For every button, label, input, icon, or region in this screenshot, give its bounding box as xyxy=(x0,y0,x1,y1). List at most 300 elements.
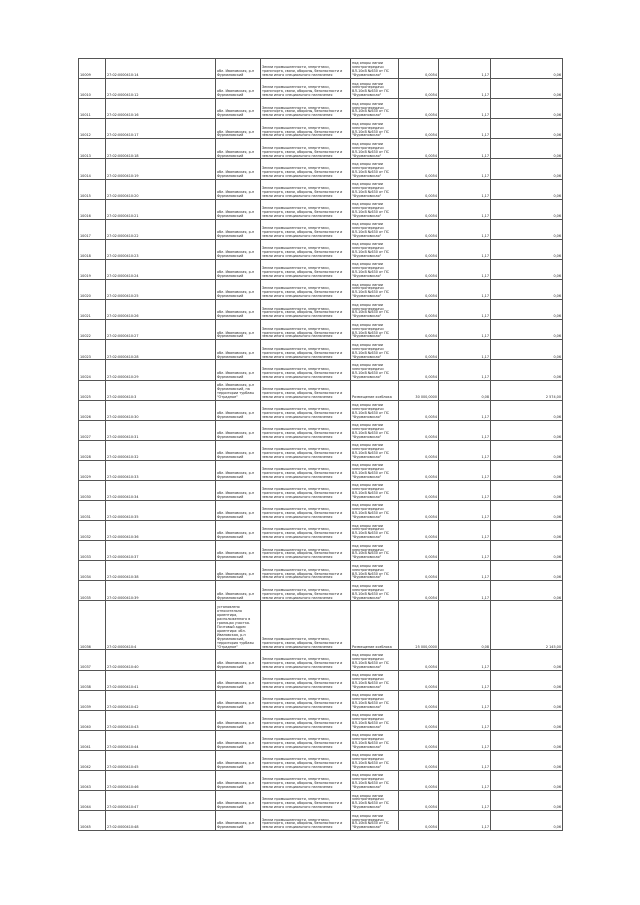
land-category: Земли промышленности, энергетики, транспорта, связи, обороны, безопасности и земли иного специального назначения xyxy=(261,179,351,199)
tax-amount: 0,06 xyxy=(491,730,563,750)
permitted-use: под опоры линии электропередачи ВЛ-10кВ №630 от ПС "Фурмановская" xyxy=(351,771,399,791)
cadastral-number: 27:02:0000410:4 xyxy=(106,601,216,650)
table-row xyxy=(79,119,563,139)
address: обл. Ивановская, р-н Фурмановский xyxy=(216,791,261,811)
land-category: Земли промышленности, энергетики, транспорта, связи, обороны, безопасности и земли иного специального назначения xyxy=(261,340,351,360)
cadastral-number: 27:02:0000410:19 xyxy=(106,159,216,179)
table-row xyxy=(79,440,563,460)
cadastral-number: 27:02:0000410:24 xyxy=(106,259,216,279)
tax-amount: 0,06 xyxy=(491,280,563,300)
area: 0,0054 xyxy=(399,219,439,239)
table-row xyxy=(79,750,563,770)
tax-amount: 0,06 xyxy=(491,561,563,581)
land-category: Земли промышленности, энергетики, транспорта, связи, обороны, безопасности и земли иного специального назначения xyxy=(261,771,351,791)
tax-amount: 0,06 xyxy=(491,521,563,541)
area: 0,0054 xyxy=(399,99,439,119)
permitted-use: под опоры линии электропередачи ВЛ-10кВ №630 от ПС "Фурмановская" xyxy=(351,139,399,159)
tax-rate: 1,17 xyxy=(439,59,491,79)
permitted-use: под опоры линии электропередачи ВЛ-10кВ №630 от ПС "Фурмановская" xyxy=(351,280,399,300)
land-category: Земли промышленности, энергетики, транспорта, связи, обороны, безопасности и земли иного специального назначения xyxy=(261,300,351,320)
cadastral-number: 27:02:0000410:27 xyxy=(106,320,216,340)
permitted-use: под опоры линии электропередачи ВЛ-10кВ №630 от ПС "Фурмановская" xyxy=(351,650,399,670)
tax-rate: 1,17 xyxy=(439,500,491,520)
tax-rate: 1,17 xyxy=(439,750,491,770)
land-category: Земли промышленности, энергетики, транспорта, связи, обороны, безопасности и земли иного специального назначения xyxy=(261,400,351,420)
permitted-use: под опоры линии электропередачи ВЛ-10кВ №630 от ПС "Фурмановская" xyxy=(351,791,399,811)
row-id: 10024 xyxy=(79,360,106,380)
land-category: Земли промышленности, энергетики, транспорта, связи, обороны, безопасности и земли иного специального назначения xyxy=(261,259,351,279)
row-id: 10019 xyxy=(79,259,106,279)
cadastral-number: 27:02:0000410:16 xyxy=(106,99,216,119)
permitted-use: под опоры линии электропередачи ВЛ-10кВ №630 от ПС "Фурмановская" xyxy=(351,730,399,750)
area: 0,0054 xyxy=(399,79,439,99)
land-category: Земли промышленности, энергетики, транспорта, связи, обороны, безопасности и земли иного специального назначения xyxy=(261,239,351,259)
row-id: 10033 xyxy=(79,541,106,561)
row-id: 10037 xyxy=(79,650,106,670)
table-row xyxy=(79,380,563,400)
tax-rate: 1,17 xyxy=(439,670,491,690)
table-row xyxy=(79,670,563,690)
table-row xyxy=(79,400,563,420)
row-id: 10022 xyxy=(79,320,106,340)
area: 0,0054 xyxy=(399,500,439,520)
land-category: Земли промышленности, энергетики, транспорта, связи, обороны, безопасности и земли иного специального назначения xyxy=(261,79,351,99)
tax-amount: 0,06 xyxy=(491,670,563,690)
address: обл. Ивановская, р-н Фурмановский xyxy=(216,561,261,581)
cadastral-number: 27:02:0000410:41 xyxy=(106,670,216,690)
tax-amount: 0,06 xyxy=(491,400,563,420)
land-category: Земли промышленности, энергетики, транспорта, связи, обороны, безопасности и земли иного специального назначения xyxy=(261,670,351,690)
tax-amount: 0,06 xyxy=(491,420,563,440)
tax-amount: 2 574,00 xyxy=(491,380,563,400)
address: обл. Ивановская, р-н Фурмановский xyxy=(216,300,261,320)
address: обл. Ивановская, р-н Фурмановский xyxy=(216,771,261,791)
tax-rate: 1,17 xyxy=(439,480,491,500)
address: обл. Ивановская, р-н Фурмановский xyxy=(216,139,261,159)
address: обл. Ивановская, р-н Фурмановский xyxy=(216,750,261,770)
tax-amount: 0,06 xyxy=(491,59,563,79)
area: 0,0054 xyxy=(399,541,439,561)
land-category: Земли промышленности, энергетики, транспорта, связи, обороны, безопасности и земли иного специального назначения xyxy=(261,791,351,811)
table-row xyxy=(79,79,563,99)
address: обл. Ивановская, р-н Фурмановский xyxy=(216,690,261,710)
cadastral-number: 27:02:0000410:42 xyxy=(106,690,216,710)
row-id: 10017 xyxy=(79,219,106,239)
table-row xyxy=(79,791,563,811)
cadastral-number: 27:02:0000410:23 xyxy=(106,239,216,259)
area: 0,0054 xyxy=(399,710,439,730)
permitted-use: под опоры линии электропередачи ВЛ-10кВ №630 от ПС "Фурмановская" xyxy=(351,259,399,279)
row-id: 10035 xyxy=(79,581,106,601)
land-category: Земли промышленности, энергетики, транспорта, связи, обороны, безопасности и земли иного специального назначения xyxy=(261,380,351,400)
tax-rate: 1,17 xyxy=(439,199,491,219)
tax-rate: 1,17 xyxy=(439,811,491,831)
table-row xyxy=(79,521,563,541)
row-id: 10027 xyxy=(79,420,106,440)
tax-rate: 1,17 xyxy=(439,460,491,480)
table-row xyxy=(79,771,563,791)
cadastral-number: 27:02:0000410:44 xyxy=(106,730,216,750)
tax-rate: 1,17 xyxy=(439,360,491,380)
land-category: Земли промышленности, энергетики, транспорта, связи, обороны, безопасности и земли иного специального назначения xyxy=(261,581,351,601)
row-id: 10016 xyxy=(79,199,106,219)
row-id: 10029 xyxy=(79,460,106,480)
tax-rate: 1,17 xyxy=(439,420,491,440)
table-row xyxy=(79,259,563,279)
tax-amount: 0,06 xyxy=(491,650,563,670)
row-id: 10039 xyxy=(79,690,106,710)
land-category: Земли промышленности, энергетики, транспорта, связи, обороны, безопасности и земли иного специального назначения xyxy=(261,601,351,650)
tax-rate: 0,08 xyxy=(439,601,491,650)
permitted-use: под опоры линии электропередачи ВЛ-10кВ №630 от ПС "Фурмановская" xyxy=(351,581,399,601)
table-row xyxy=(79,320,563,340)
permitted-use: под опоры линии электропередачи ВЛ-10кВ №630 от ПС "Фурмановская" xyxy=(351,440,399,460)
permitted-use: под опоры линии электропередачи ВЛ-10кВ №630 от ПС "Фурмановская" xyxy=(351,219,399,239)
tax-rate: 1,17 xyxy=(439,259,491,279)
area: 0,0054 xyxy=(399,670,439,690)
area: 0,0054 xyxy=(399,521,439,541)
area: 0,0054 xyxy=(399,259,439,279)
cadastral-number: 27:02:0000410:47 xyxy=(106,791,216,811)
tax-rate: 1,17 xyxy=(439,521,491,541)
land-category: Земли промышленности, энергетики, транспорта, связи, обороны, безопасности и земли иного специального назначения xyxy=(261,99,351,119)
row-id: 10010 xyxy=(79,79,106,99)
tax-amount: 0,06 xyxy=(491,239,563,259)
cadastral-number: 27:02:0000410:48 xyxy=(106,811,216,831)
row-id: 10018 xyxy=(79,239,106,259)
cadastral-number: 27:02:0000410:17 xyxy=(106,119,216,139)
table-row xyxy=(79,730,563,750)
cadastral-number: 27:02:0000410:45 xyxy=(106,750,216,770)
tax-amount: 0,06 xyxy=(491,139,563,159)
address: обл. Ивановская, р-н Фурмановский xyxy=(216,440,261,460)
table-row xyxy=(79,360,563,380)
address: обл. Ивановская, р-н Фурмановский xyxy=(216,460,261,480)
area: 0,0054 xyxy=(399,300,439,320)
tax-amount: 0,06 xyxy=(491,360,563,380)
area: 0,0054 xyxy=(399,199,439,219)
tax-amount: 0,06 xyxy=(491,690,563,710)
tax-amount: 0,06 xyxy=(491,79,563,99)
row-id: 10030 xyxy=(79,480,106,500)
permitted-use: под опоры линии электропередачи ВЛ-10кВ №630 от ПС "Фурмановская" xyxy=(351,541,399,561)
tax-rate: 1,17 xyxy=(439,561,491,581)
permitted-use: под опоры линии электропередачи ВЛ-10кВ №630 от ПС "Фурмановская" xyxy=(351,670,399,690)
tax-rate: 1,17 xyxy=(439,791,491,811)
permitted-use: под опоры линии электропередачи ВЛ-10кВ №630 от ПС "Фурмановская" xyxy=(351,480,399,500)
cadastral-number: 27:02:0000410:33 xyxy=(106,460,216,480)
address: обл. Ивановская, р-н Фурмановский xyxy=(216,119,261,139)
table-row xyxy=(79,420,563,440)
permitted-use: под опоры линии электропередачи ВЛ-10кВ №630 от ПС "Фурмановская" xyxy=(351,340,399,360)
land-category: Земли промышленности, энергетики, транспорта, связи, обороны, безопасности и земли иного специального назначения xyxy=(261,690,351,710)
land-category: Земли промышленности, энергетики, транспорта, связи, обороны, безопасности и земли иного специального назначения xyxy=(261,500,351,520)
cadastral-number: 27:02:0000410:32 xyxy=(106,440,216,460)
permitted-use: под опоры линии электропередачи ВЛ-10кВ №630 от ПС "Фурмановская" xyxy=(351,561,399,581)
tax-rate: 1,17 xyxy=(439,99,491,119)
cadastral-number: 27:02:0000410:30 xyxy=(106,400,216,420)
permitted-use: под опоры линии электропередачи ВЛ-10кВ №630 от ПС "Фурмановская" xyxy=(351,79,399,99)
address: обл. Ивановская, р-н Фурмановский xyxy=(216,650,261,670)
address: обл. Ивановская, р-н Фурмановский xyxy=(216,340,261,360)
tax-amount: 0,06 xyxy=(491,259,563,279)
address: обл. Ивановская, р-н Фурмановский xyxy=(216,480,261,500)
permitted-use: под опоры линии электропередачи ВЛ-10кВ №630 от ПС "Фурмановская" xyxy=(351,239,399,259)
address: обл. Ивановская, р-н Фурмановский xyxy=(216,710,261,730)
address: обл. Ивановская, р-н Фурмановский xyxy=(216,280,261,300)
table-row xyxy=(79,480,563,500)
address: обл. Ивановская, р-н Фурмановский xyxy=(216,541,261,561)
land-tax-table xyxy=(78,58,563,831)
tax-rate: 1,17 xyxy=(439,159,491,179)
area: 0,0054 xyxy=(399,400,439,420)
table-row xyxy=(79,581,563,601)
tax-amount: 0,06 xyxy=(491,710,563,730)
table-row xyxy=(79,59,563,79)
tax-rate: 1,17 xyxy=(439,119,491,139)
tax-amount: 0,06 xyxy=(491,480,563,500)
area: 0,0054 xyxy=(399,581,439,601)
table-row xyxy=(79,139,563,159)
table-row xyxy=(79,811,563,831)
area: 0,0054 xyxy=(399,360,439,380)
address: обл. Ивановская, р-н Фурмановский xyxy=(216,59,261,79)
permitted-use: под опоры линии электропередачи ВЛ-10кВ №630 от ПС "Фурмановская" xyxy=(351,521,399,541)
area: 25 000,0000 xyxy=(399,601,439,650)
row-id: 10041 xyxy=(79,730,106,750)
land-category: Земли промышленности, энергетики, транспорта, связи, обороны, безопасности и земли иного специального назначения xyxy=(261,750,351,770)
row-id: 10015 xyxy=(79,179,106,199)
tax-amount: 0,06 xyxy=(491,159,563,179)
tax-amount: 0,06 xyxy=(491,791,563,811)
address: обл. Ивановская, р-н Фурмановский xyxy=(216,99,261,119)
table-row xyxy=(79,179,563,199)
cadastral-number: 27:02:0000410:38 xyxy=(106,561,216,581)
tax-rate: 1,17 xyxy=(439,139,491,159)
tax-rate: 1,17 xyxy=(439,400,491,420)
cadastral-number: 27:02:0000410:14 xyxy=(106,59,216,79)
table-row xyxy=(79,541,563,561)
row-id: 10025 xyxy=(79,380,106,400)
table-body xyxy=(79,59,563,831)
cadastral-number: 27:02:0000410:46 xyxy=(106,771,216,791)
permitted-use: под опоры линии электропередачи ВЛ-10кВ №630 от ПС "Фурмановская" xyxy=(351,179,399,199)
area: 0,0054 xyxy=(399,811,439,831)
cadastral-number: 27:02:0000410:21 xyxy=(106,199,216,219)
tax-amount: 0,06 xyxy=(491,119,563,139)
area: 0,0054 xyxy=(399,280,439,300)
area: 0,0054 xyxy=(399,460,439,480)
cadastral-number: 27:02:0000410:35 xyxy=(106,500,216,520)
land-category: Земли промышленности, энергетики, транспорта, связи, обороны, безопасности и земли иного специального назначения xyxy=(261,360,351,380)
permitted-use: Размещение хозблока xyxy=(351,601,399,650)
area: 0,0054 xyxy=(399,119,439,139)
area: 0,0054 xyxy=(399,650,439,670)
land-category: Земли промышленности, энергетики, транспорта, связи, обороны, безопасности и земли иного специального назначения xyxy=(261,730,351,750)
row-id: 10040 xyxy=(79,710,106,730)
address: обл. Ивановская, р-н Фурмановский xyxy=(216,521,261,541)
row-id: 10013 xyxy=(79,139,106,159)
address: обл. Ивановская, р-н Фурмановский xyxy=(216,670,261,690)
table-row xyxy=(79,199,563,219)
land-category: Земли промышленности, энергетики, транспорта, связи, обороны, безопасности и земли иного специального назначения xyxy=(261,561,351,581)
row-id: 10009 xyxy=(79,59,106,79)
tax-amount: 0,06 xyxy=(491,750,563,770)
address: обл. Ивановская, р-н Фурмановский xyxy=(216,730,261,750)
row-id: 10021 xyxy=(79,300,106,320)
row-id: 10014 xyxy=(79,159,106,179)
permitted-use: под опоры линии электропередачи ВЛ-10кВ №630 от ПС "Фурмановская" xyxy=(351,710,399,730)
tax-amount: 0,06 xyxy=(491,811,563,831)
cadastral-number: 27:02:0000410:34 xyxy=(106,480,216,500)
land-category: Земли промышленности, энергетики, транспорта, связи, обороны, безопасности и земли иного специального назначения xyxy=(261,199,351,219)
permitted-use: под опоры линии электропередачи ВЛ-10кВ №630 от ПС "Фурмановская" xyxy=(351,199,399,219)
cadastral-number: 27:02:0000410:3 xyxy=(106,380,216,400)
area: 0,0054 xyxy=(399,791,439,811)
land-category: Земли промышленности, энергетики, транспорта, связи, обороны, безопасности и земли иного специального назначения xyxy=(261,280,351,300)
row-id: 10045 xyxy=(79,811,106,831)
row-id: 10034 xyxy=(79,561,106,581)
cadastral-number: 27:02:0000410:40 xyxy=(106,650,216,670)
area: 0,0054 xyxy=(399,159,439,179)
table-row xyxy=(79,710,563,730)
tax-rate: 1,17 xyxy=(439,690,491,710)
tax-amount: 0,06 xyxy=(491,771,563,791)
table-row xyxy=(79,650,563,670)
table-row xyxy=(79,460,563,480)
land-category: Земли промышленности, энергетики, транспорта, связи, обороны, безопасности и земли иного специального назначения xyxy=(261,541,351,561)
cadastral-number: 27:02:0000410:18 xyxy=(106,139,216,159)
area: 0,0054 xyxy=(399,59,439,79)
land-category: Земли промышленности, энергетики, транспорта, связи, обороны, безопасности и земли иного специального назначения xyxy=(261,59,351,79)
table-row xyxy=(79,99,563,119)
address: обл. Ивановская, р-н Фурмановский xyxy=(216,500,261,520)
permitted-use: под опоры линии электропередачи ВЛ-10кВ №630 от ПС "Фурмановская" xyxy=(351,420,399,440)
tax-rate: 1,17 xyxy=(439,440,491,460)
tax-rate: 1,17 xyxy=(439,239,491,259)
land-category: Земли промышленности, энергетики, транспорта, связи, обороны, безопасности и земли иного специального назначения xyxy=(261,159,351,179)
cadastral-number: 27:02:0000410:25 xyxy=(106,280,216,300)
table-row xyxy=(79,690,563,710)
land-category: Земли промышленности, энергетики, транспорта, связи, обороны, безопасности и земли иного специального назначения xyxy=(261,440,351,460)
address: обл. Ивановская, р-н Фурмановский xyxy=(216,159,261,179)
row-id: 10020 xyxy=(79,280,106,300)
table-row xyxy=(79,500,563,520)
tax-rate: 1,17 xyxy=(439,541,491,561)
tax-amount: 0,06 xyxy=(491,440,563,460)
tax-rate: 1,17 xyxy=(439,79,491,99)
tax-rate: 1,17 xyxy=(439,320,491,340)
address: обл. Ивановская, р-н Фурмановский xyxy=(216,420,261,440)
cadastral-number: 27:02:0000410:36 xyxy=(106,521,216,541)
cadastral-number: 27:02:0000410:12 xyxy=(106,79,216,99)
row-id: 10023 xyxy=(79,340,106,360)
row-id: 10042 xyxy=(79,750,106,770)
tax-rate: 1,17 xyxy=(439,219,491,239)
table-row xyxy=(79,300,563,320)
row-id: 10031 xyxy=(79,500,106,520)
tax-rate: 1,17 xyxy=(439,581,491,601)
row-id: 10036 xyxy=(79,601,106,650)
land-category: Земли промышленности, энергетики, транспорта, связи, обороны, безопасности и земли иного специального назначения xyxy=(261,420,351,440)
land-category: Земли промышленности, энергетики, транспорта, связи, обороны, безопасности и земли иного специального назначения xyxy=(261,219,351,239)
tax-amount: 0,06 xyxy=(491,500,563,520)
land-category: Земли промышленности, энергетики, транспорта, связи, обороны, безопасности и земли иного специального назначения xyxy=(261,521,351,541)
area: 0,0054 xyxy=(399,690,439,710)
land-category: Земли промышленности, энергетики, транспорта, связи, обороны, безопасности и земли иного специального назначения xyxy=(261,811,351,831)
tax-rate: 1,17 xyxy=(439,650,491,670)
permitted-use: под опоры линии электропередачи ВЛ-10кВ №630 от ПС "Фурмановская" xyxy=(351,400,399,420)
address: обл. Ивановская, р-н Фурмановский, на территории турбазы "Отрадное" xyxy=(216,380,261,400)
address: обл. Ивановская, р-н Фурмановский xyxy=(216,79,261,99)
tax-amount: 0,06 xyxy=(491,99,563,119)
address: обл. Ивановская, р-н Фурмановский xyxy=(216,400,261,420)
land-category: Земли промышленности, энергетики, транспорта, связи, обороны, безопасности и земли иного специального назначения xyxy=(261,320,351,340)
permitted-use: под опоры линии электропередачи ВЛ-10кВ №630 от ПС "Фурмановская" xyxy=(351,159,399,179)
tax-amount: 0,06 xyxy=(491,300,563,320)
permitted-use: под опоры линии электропередачи ВЛ-10кВ №630 от ПС "Фурмановская" xyxy=(351,300,399,320)
row-id: 10028 xyxy=(79,440,106,460)
row-id: 10038 xyxy=(79,670,106,690)
area: 0,0054 xyxy=(399,239,439,259)
area: 0,0054 xyxy=(399,771,439,791)
cadastral-number: 27:02:0000410:20 xyxy=(106,179,216,199)
land-category: Земли промышленности, энергетики, транспорта, связи, обороны, безопасности и земли иного специального назначения xyxy=(261,139,351,159)
table-row xyxy=(79,601,563,650)
area: 0,0054 xyxy=(399,440,439,460)
area: 0,0054 xyxy=(399,340,439,360)
tax-amount: 0,06 xyxy=(491,320,563,340)
cadastral-number: 27:02:0000410:39 xyxy=(106,581,216,601)
tax-amount: 0,06 xyxy=(491,340,563,360)
tax-amount: 0,06 xyxy=(491,179,563,199)
address: обл. Ивановская, р-н Фурмановский xyxy=(216,259,261,279)
permitted-use: под опоры линии электропередачи ВЛ-10кВ №630 от ПС "Фурмановская" xyxy=(351,360,399,380)
tax-rate: 1,17 xyxy=(439,710,491,730)
area: 0,0054 xyxy=(399,730,439,750)
cadastral-number: 27:02:0000410:37 xyxy=(106,541,216,561)
table-row xyxy=(79,561,563,581)
tax-rate: 1,17 xyxy=(439,771,491,791)
address: обл. Ивановская, р-н Фурмановский xyxy=(216,811,261,831)
table-row xyxy=(79,340,563,360)
tax-rate: 1,17 xyxy=(439,179,491,199)
address: обл. Ивановская, р-н Фурмановский xyxy=(216,581,261,601)
land-category: Земли промышленности, энергетики, транспорта, связи, обороны, безопасности и земли иного специального назначения xyxy=(261,710,351,730)
permitted-use: под опоры линии электропередачи ВЛ-10кВ №630 от ПС "Фурмановская" xyxy=(351,500,399,520)
cadastral-number: 27:02:0000410:31 xyxy=(106,420,216,440)
area: 0,0054 xyxy=(399,139,439,159)
row-id: 10043 xyxy=(79,771,106,791)
area: 0,0054 xyxy=(399,420,439,440)
area: 0,0054 xyxy=(399,480,439,500)
address: обл. Ивановская, р-н Фурмановский xyxy=(216,360,261,380)
tax-amount: 0,06 xyxy=(491,460,563,480)
tax-rate: 1,17 xyxy=(439,280,491,300)
tax-amount: 2 145,00 xyxy=(491,601,563,650)
permitted-use: под опоры линии электропередачи ВЛ-10кВ №630 от ПС "Фурмановская" xyxy=(351,750,399,770)
permitted-use: под опоры линии электропередачи ВЛ-10кВ №630 от ПС "Фурмановская" xyxy=(351,119,399,139)
table-row xyxy=(79,239,563,259)
table-row xyxy=(79,159,563,179)
table-row xyxy=(79,219,563,239)
tax-amount: 0,06 xyxy=(491,541,563,561)
tax-amount: 0,06 xyxy=(491,581,563,601)
address: обл. Ивановская, р-н Фурмановский xyxy=(216,320,261,340)
tax-amount: 0,06 xyxy=(491,199,563,219)
permitted-use: под опоры линии электропередачи ВЛ-10кВ №630 от ПС "Фурмановская" xyxy=(351,59,399,79)
permitted-use: под опоры линии электропередачи ВЛ-10кВ №630 от ПС "Фурмановская" xyxy=(351,99,399,119)
